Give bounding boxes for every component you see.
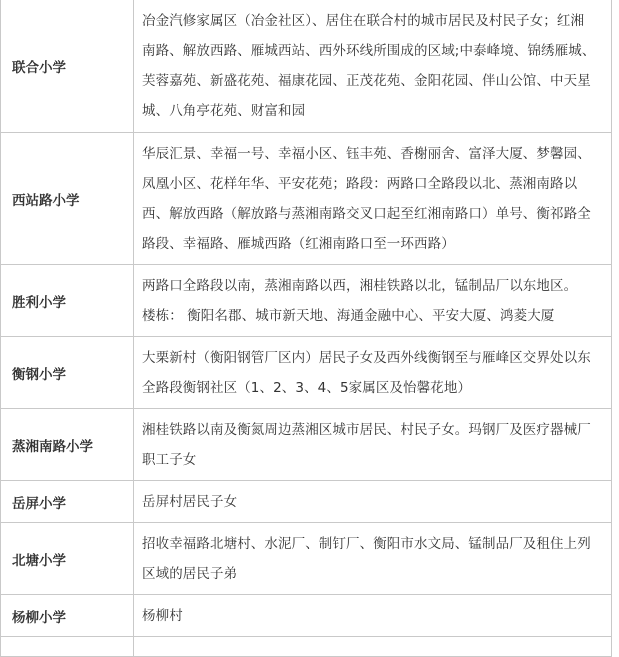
school-name-cell: 岳屏小学 [1, 481, 134, 523]
enrollment-area-cell: 杨柳村 [134, 595, 612, 637]
school-name-cell: 西站路小学 [1, 133, 134, 265]
enrollment-area-cell: 招收幸福路北塘村、水泥厂、制钉厂、衡阳市水文局、锰制品厂及租住上列区域的居民子弟 [134, 523, 612, 595]
enrollment-area-cell [134, 265, 612, 337]
table-row [1, 409, 612, 481]
school-name-cell: 杨柳小学 [1, 595, 134, 637]
school-name-cell: 北塘小学 [1, 523, 134, 595]
table-row [1, 595, 612, 637]
table-row [1, 523, 612, 595]
school-name-cell: 联合小学 [1, 0, 134, 133]
building-list-text: 楼栋： 衡阳名郡、城市新天地、海通金融中心、平安大厦、鸿菱大厦 [142, 308, 555, 324]
enrollment-area-cell: 湘桂铁路以南及衡氮周边蒸湘区城市居民、村民子女。玛钢厂及医疗器械厂职工子女 [134, 409, 612, 481]
school-name-cell [1, 637, 134, 657]
enrollment-area-text: 两路口全路段以南，蒸湘南路以西，湘桂铁路以北，锰制品厂以东地区。 [142, 278, 578, 294]
school-name-cell: 衡钢小学 [1, 337, 134, 409]
school-name-cell: 胜利小学 [1, 265, 134, 337]
table-row [1, 0, 612, 133]
enrollment-area-cell: 华辰汇景、幸福一号、幸福小区、钰丰苑、香榭丽舍、富泽大厦、梦馨园、凤凰小区、花样年华、平安花苑；路段：两路口全路段以北、蒸湘南路以西、解放西路（解放路与蒸湘南路交叉口起至红湘南路口）单号、衡祁路全路段、幸福路、雁城西路（红湘南路口至一环西路） [134, 133, 612, 265]
table-row [1, 337, 612, 409]
enrollment-area-cell [134, 637, 612, 657]
enrollment-area-cell: 大栗新村（衡阳钢管厂区内）居民子女及西外线衡钢至与雁峰区交界处以东全路段衡钢社区（1、2、3、4、5家属区及怡馨花地） [134, 337, 612, 409]
page-edge [612, 0, 619, 642]
table-row [1, 637, 612, 657]
enrollment-area-cell: 冶金汽修家属区（冶金社区）、居住在联合村的城市居民及村民子女；红湘南路、解放西路、雁城西站、西外环线所围成的区域;中泰峰境、锦绣雁城、芙蓉嘉苑、新盛花苑、福康花园、正茂花苑、金阳花园、伴山公馆、中天星城、八角亭花苑、财富和园 [134, 0, 612, 133]
school-name-cell: 蒸湘南路小学 [1, 409, 134, 481]
table-row [1, 133, 612, 265]
enrollment-area-cell: 岳屏村居民子女 [134, 481, 612, 523]
table-row [1, 481, 612, 523]
table-row [1, 265, 612, 337]
